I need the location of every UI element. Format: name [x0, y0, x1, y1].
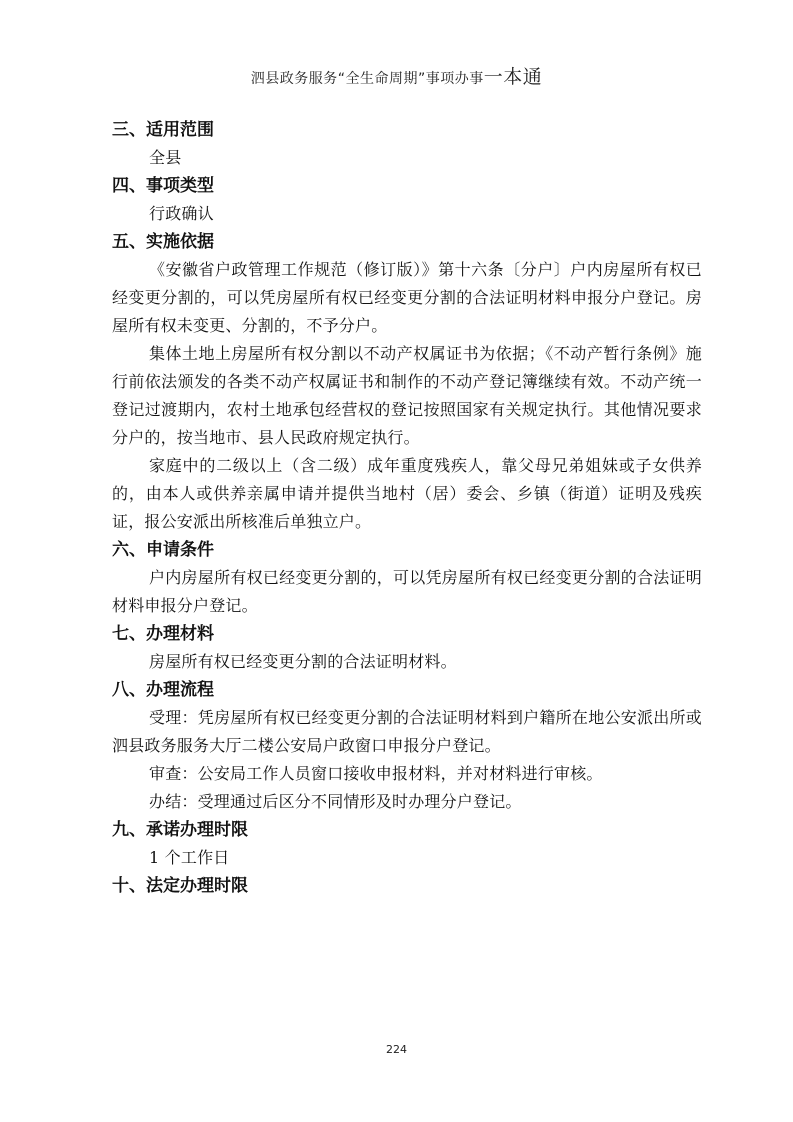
section-process: [112, 676, 702, 816]
paragraph: 全县: [149, 148, 182, 167]
section-heading: 六、申请条件: [112, 540, 214, 560]
section-item-type: [112, 172, 702, 228]
paragraph: 受理：凭房屋所有权已经变更分割的合法证明材料到户籍所在地公安派出所或泗县政务服务大厅二楼公安局户政窗口申报分户登记。: [112, 708, 702, 755]
section-heading: 四、事项类型: [112, 176, 214, 196]
paragraph: 房屋所有权已经变更分割的合法证明材料。: [149, 652, 457, 671]
document-body: [112, 116, 702, 900]
page-header: [0, 62, 793, 89]
section-promised-time: [112, 816, 702, 872]
section-legal-time: [112, 872, 702, 900]
paragraph: 审查：公安局工作人员窗口接收申报材料，并对材料进行审核。: [149, 764, 603, 783]
section-legal-basis: [112, 228, 702, 536]
paragraph: 行政确认: [149, 204, 214, 223]
section-conditions: [112, 536, 702, 620]
section-heading: 十、法定办理时限: [112, 876, 248, 896]
section-heading: 三、适用范围: [112, 120, 214, 140]
paragraph: 集体土地上房屋所有权分割以不动产权属证书为依据；《不动产暂行条例》施行前依法颁发的各类不动产权属证书和制作的不动产登记簿继续有效。不动产统一登记过渡期内，农村土地承包经营权的登记按照国家有关规定执行。其他情况要求分户的，按当地市、县人民政府规定执行。: [112, 344, 702, 447]
paragraph: 1 个工作日: [149, 848, 230, 867]
section-heading: 五、实施依据: [112, 232, 214, 252]
header-title: 泗县政务服务“全生命周期”事项办事: [250, 71, 484, 87]
header-title-emphasis: 一本通: [483, 66, 543, 88]
section-scope: [112, 116, 702, 172]
section-heading: 九、承诺办理时限: [112, 820, 248, 840]
section-heading: 七、办理材料: [112, 624, 214, 644]
paragraph: 家庭中的二级以上（含二级）成年重度残疾人，靠父母兄弟姐妹或子女供养的，由本人或供养亲属申请并提供当地村（居）委会、乡镇（街道）证明及残疾证，报公安派出所核准后单独立户。: [112, 456, 702, 531]
paragraph: 《安徽省户政管理工作规范（修订版）》第十六条〔分户〕户内房屋所有权已经变更分割的，可以凭房屋所有权已经变更分割的合法证明材料申报分户登记。房屋所有权未变更、分割的，不予分户。: [112, 260, 702, 335]
paragraph: 办结：受理通过后区分不同情形及时办理分户登记。: [149, 792, 522, 811]
section-materials: [112, 620, 702, 676]
paragraph: 户内房屋所有权已经变更分割的，可以凭房屋所有权已经变更分割的合法证明材料申报分户登记。: [112, 568, 702, 615]
page-number: 224: [386, 1043, 407, 1056]
section-heading: 八、办理流程: [112, 680, 214, 700]
